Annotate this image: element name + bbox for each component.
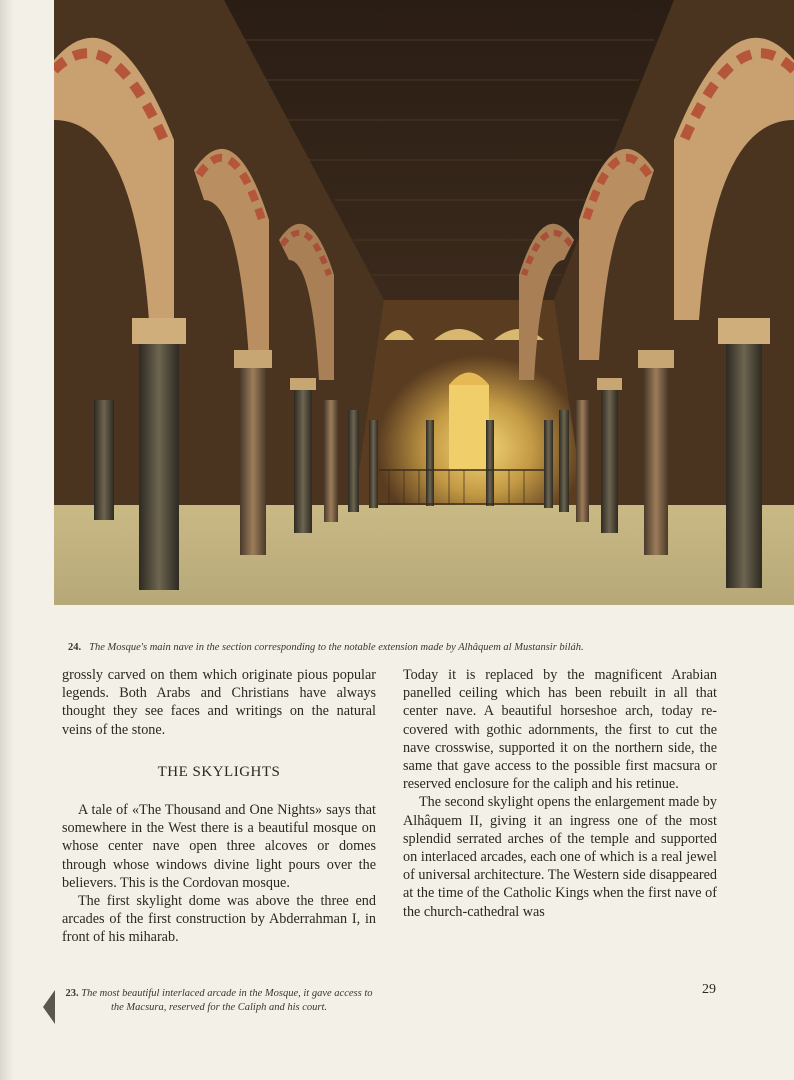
caption-number: 24. — [68, 642, 82, 653]
photo-caption-24 — [68, 642, 768, 653]
caption-text: The most beautiful interlaced arcade in the Mosque, it gave access to the Macsura, reserved for the Caliph and his court. — [81, 988, 373, 1013]
page-number: 29 — [702, 982, 716, 997]
photo-caption-23 — [60, 987, 378, 1014]
page-edge-shadow — [0, 0, 14, 1080]
caption-text: The Mosque's main nave in the section corresponding to the notable extension made by Alhâquem al Mustansir biláh. — [89, 642, 584, 653]
paragraph: grossly carved on them which originate pious popular legends. Both Arabs and Christians have always thought they see faces and writings on the natural veins of the stone. — [62, 667, 376, 738]
paragraph: Today it is replaced by the magnificent Arabian panelled ceiling which has been rebuilt in all that center nave. A beautiful horseshoe arch, today re-covered with gothic adornments, the first to cut the nave crosswise, supported it on the northern side, the same that gave access to the possible first macsura or reserved enclosure for the caliph and his retinue. — [403, 667, 717, 793]
paragraph: The first skylight dome was above the three end arcades of the first construction by Abderrahman I, in front of his miharab. — [62, 893, 376, 946]
section-heading: THE SKYLIGHTS — [157, 763, 281, 780]
left-text-column — [62, 666, 376, 947]
paragraph: A tale of «The Thousand and One Nights» says that somewhere in the West there is a beautiful mosque on whose center nave open three alcoves or domes through whose windows divine light pours over the believers. This is the Cordovan mosque. — [62, 802, 376, 891]
mosque-nave-photo — [54, 0, 794, 605]
left-arrow-icon — [43, 990, 55, 1024]
caption-number: 23. — [65, 988, 79, 999]
right-text-column — [403, 666, 717, 921]
paragraph: The second skylight opens the enlargement made by Alhâquem II, giving it an ingress one of the most splendid serrated arches of the temple and supported on interlaced arcades, each one of which is a real jewel of universal architecture. The Western side disappeared at the time of the Catholic Kings when the first nave of the church-cathedral was — [403, 794, 717, 920]
